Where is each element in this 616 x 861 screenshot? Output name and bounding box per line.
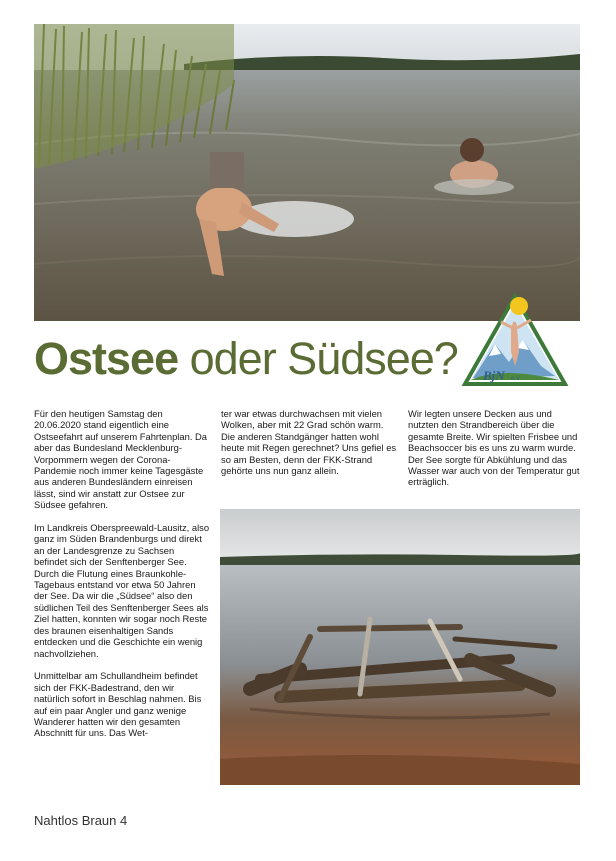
col1-paragraph-3: Unmittelbar am Schullandheim befindet sich der FKK-Badestrand, den wir natürlich sofort in Beschlag nahmen. Bis auf ein paar Angler und ganz wenige Wanderer hatten wir den gesamten Abschnitt für uns. Das Wet-	[34, 670, 202, 739]
col2-paragraph-1: ter war etwas durchwachsen mit vielen Wolken, aber mit 22 Grad schön warm. Die anderen Standgänger hatten wohl heute mit Regen gerechnet? Uns gefiel es so am Besten, denn der FKK-Strand gehörte uns nun ganz allein.	[221, 408, 397, 477]
top-photo-lake-swimmers	[34, 24, 580, 321]
headline-rest: oder Südsee?	[178, 333, 458, 384]
article-headline	[34, 327, 458, 391]
col1-paragraph-2: Im Landkreis Oberspreewald-Lausitz, also ganz im Süden Brandenburgs und direkt an der Landesgrenze zu Sachsen befindet sich der Senftenberger See. Durch die Flutung eines Braunkohle-Tagebaus entstand vor etwa 50 Jahren der See. Da wir die „Südsee“ also den südlichen Teil des Senftenberger Sees als Ziel hatten, konnten wir sogar noch Reste des braunen eisenhaltigen Sands entdecken und die Geschichte ein wenig nachvollziehen.	[34, 522, 210, 659]
text-column-3	[408, 408, 584, 499]
logo-text: BjN	[483, 368, 505, 383]
page-footer: Nahtlos Braun 4	[34, 813, 128, 828]
bottom-photo-driftwood-raft	[220, 509, 580, 785]
col3-paragraph-1: Wir legten unsere Decken aus und nutzten den Strandbereich über die gesamte Breite. Wir spielten Frisbee und Beachsoccer bis es uns zu warm wurde. Der See sorgte für Abkühlung und das Wasser war auch von der Temperatur gut erträglich.	[408, 408, 580, 488]
text-column-1	[34, 408, 210, 750]
logo-suffix: e.V.	[511, 376, 522, 382]
text-column-2	[221, 408, 397, 488]
headline-strong: Ostsee	[34, 333, 179, 384]
col1-paragraph-1: Für den heutigen Samstag den 20.06.2020 stand eigentlich eine Ostseefahrt auf unserem Fahrtenplan. Da aber das Bundesland Mecklenburg-Vorpommern wegen der Corona-Pandemie noch immer keine Tagesgäste aus anderen Bundesländern einreisen lässt, sind wir anstatt zur Ostsee zur Südsee gefahren.	[34, 408, 208, 511]
bjn-logo	[461, 292, 569, 388]
